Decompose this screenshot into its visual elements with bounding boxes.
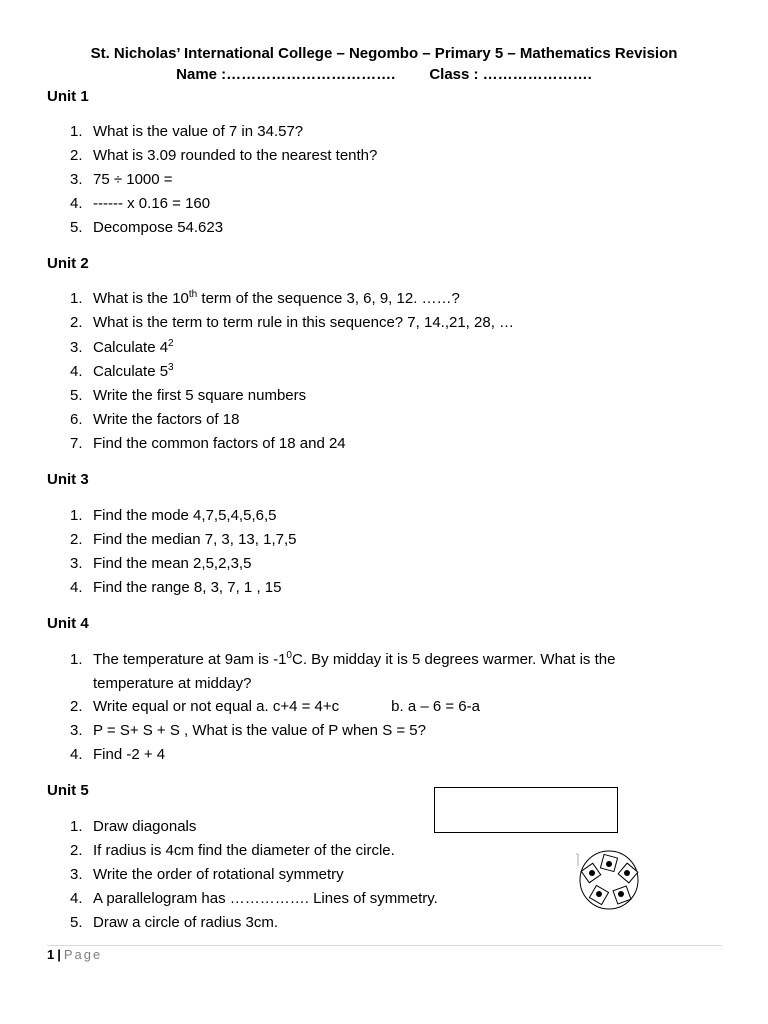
unit-4-heading: Unit 4 bbox=[47, 615, 89, 632]
rotational-symmetry-diagram bbox=[570, 848, 642, 914]
page-title: St. Nicholas’ International College – Negombo – Primary 5 – Mathematics Revision bbox=[90, 45, 678, 62]
name-field-label: Name :……………………………. bbox=[176, 66, 396, 83]
page-footer bbox=[47, 947, 102, 962]
unit-1-question-3: 3. 75 ÷ 1000 = bbox=[70, 171, 173, 188]
unit-3-question-4: 4. Find the range 8, 3, 7, 1 , 15 bbox=[70, 579, 282, 596]
footer-divider bbox=[47, 945, 722, 946]
unit-1-heading: Unit 1 bbox=[47, 88, 89, 105]
page-word: Page bbox=[63, 947, 103, 962]
unit-1-question-1: 1. What is the value of 7 in 34.57? bbox=[70, 123, 304, 140]
unit-5-question-4: 4. A parallelogram has ……………. Lines of symmetry. bbox=[70, 890, 438, 907]
unit-1-question-2: 2. What is 3.09 rounded to the nearest tenth? bbox=[70, 147, 378, 164]
unit-4-question-2: 2. Write equal or not equal a. c+4 = 4+c b. a – 6 = 6-a bbox=[70, 698, 480, 715]
unit-4-question-3: 3. P = S+ S + S , What is the value of P when S = 5? bbox=[70, 722, 426, 739]
unit-2-question-4: 4. Calculate $5^3$ bbox=[70, 362, 174, 380]
unit-2-question-2: 2. What is the term to term rule in this sequence? 7, 14.,21, 28, … bbox=[70, 314, 515, 331]
unit-5-question-2: 2. If radius is 4cm find the diameter of the circle. bbox=[70, 842, 395, 859]
unit-1-question-5: 5. Decompose 54.623 bbox=[70, 219, 224, 236]
unit-1-question-4: 4. ------ x 0.16 = 160 bbox=[70, 195, 211, 212]
unit-4-question-1: 1. The temperature at 9am is $-1^0C$. By midday it is 5 degrees warmer. What is the bbox=[70, 650, 616, 668]
footer-separator: | bbox=[57, 947, 61, 962]
unit-5-question-1: 1. Draw diagonals bbox=[70, 818, 197, 835]
unit-5-heading: Unit 5 bbox=[47, 782, 89, 799]
unit-3-question-3: 3. Find the mean 2,5,2,3,5 bbox=[70, 555, 252, 572]
name-class-line bbox=[0, 66, 768, 83]
unit-2-heading: Unit 2 bbox=[47, 255, 89, 272]
unit-2-question-7: 7. Find the common factors of 18 and 24 bbox=[70, 435, 346, 452]
unit-5-question-3: 3. Write the order of rotational symmetry bbox=[70, 866, 344, 883]
unit-2-question-3: 3. Calculate $4^2$ bbox=[70, 338, 174, 356]
unit-5-question-5: 5. Draw a circle of radius 3cm. bbox=[70, 914, 279, 931]
unit-4-question-4: 4. Find -2 + 4 bbox=[70, 746, 166, 763]
unit-4-question-1-continued: temperature at midday? bbox=[93, 675, 252, 692]
rectangle-diagram bbox=[434, 787, 618, 833]
unit-3-question-2: 2. Find the median 7, 3, 13, 1,7,5 bbox=[70, 531, 297, 548]
unit-2-question-6: 6. Write the factors of 18 bbox=[70, 411, 240, 428]
page-number: 1 bbox=[47, 947, 55, 962]
unit-2-question-1: 1. What is the 10th term of the sequence 3, 6, 9, 12. ……? bbox=[70, 289, 460, 307]
unit-3-question-1: 1. Find the mode 4,7,5,4,5,6,5 bbox=[70, 507, 277, 524]
unit-2-question-5: 5. Write the first 5 square numbers bbox=[70, 387, 307, 404]
class-field-label: Class : …………………. bbox=[429, 66, 592, 83]
unit-3-heading: Unit 3 bbox=[47, 471, 89, 488]
